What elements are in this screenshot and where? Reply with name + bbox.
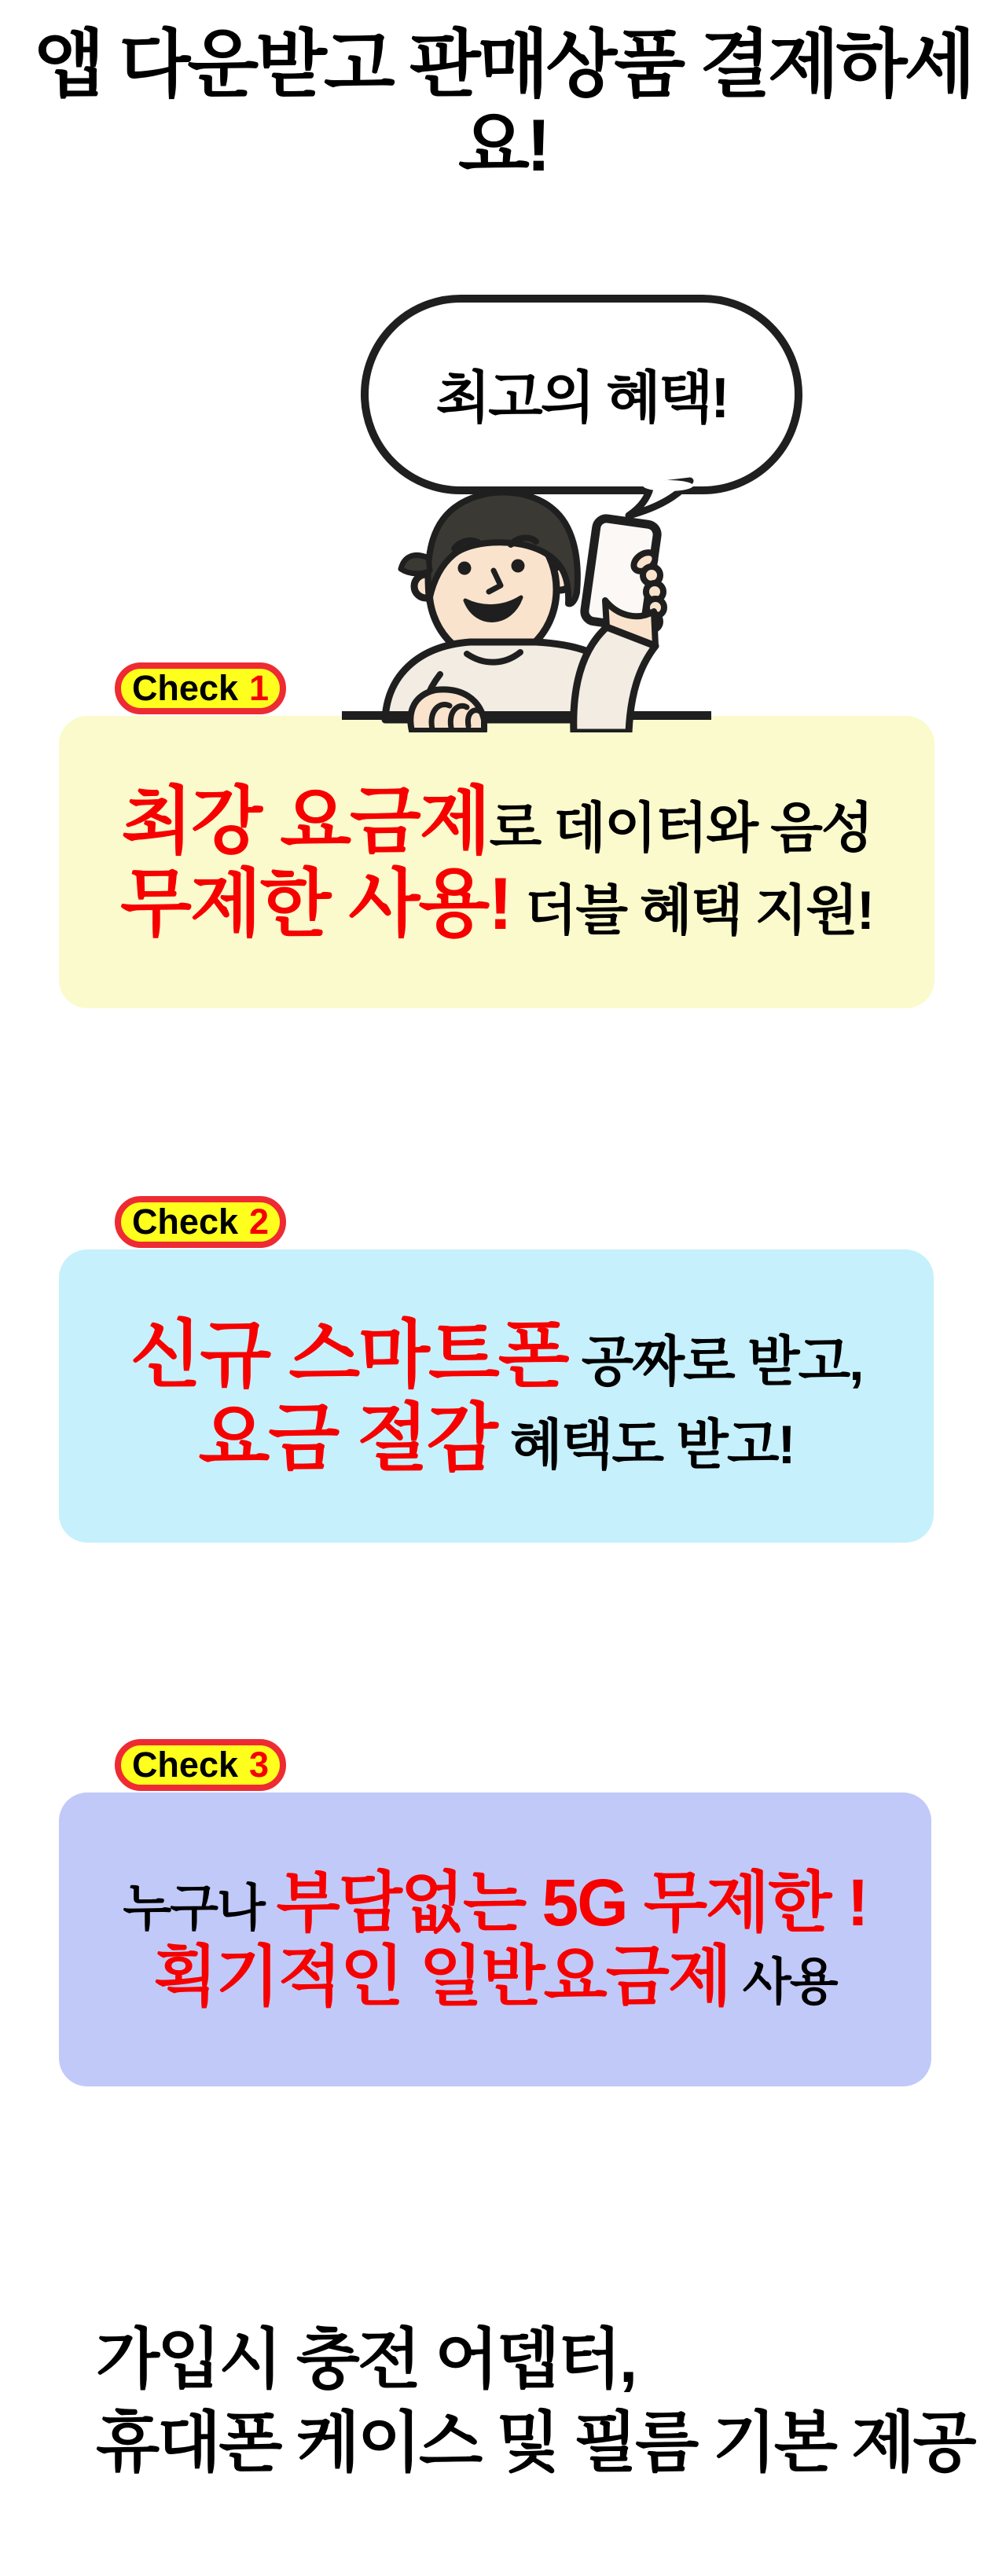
box-1-line-2 <box>120 862 873 945</box>
benefit-box-2 <box>59 1202 934 1543</box>
box-1-line-1 <box>121 780 872 862</box>
footer-line-2: 휴대폰 케이스 및 필름 기본 제공 <box>96 2405 975 2479</box>
table-edge <box>342 711 711 720</box>
box-1-line-2-accent: 무제한 사용! <box>120 862 512 945</box>
check-3-label: Check <box>131 1745 239 1785</box>
check-3-number: 3 <box>249 1745 270 1785</box>
box-2-line-1 <box>130 1313 863 1396</box>
box-1-line-1-accent: 최강 요금제 <box>121 779 490 862</box>
eyes <box>458 562 472 575</box>
benefit-box-3 <box>59 1745 931 2086</box>
check-2-badge <box>115 1196 286 1248</box>
benefit-box-1 <box>59 668 934 1008</box>
box-1-line-1-rest: 로 데이터와 음성 <box>489 797 872 858</box>
speech-bubble-text: 최고의 혜택! <box>435 367 728 430</box>
box-3-line-2-rest: 사용 <box>730 1954 837 2010</box>
box-2-line-2-accent: 요금 절감 <box>198 1396 497 1479</box>
check-1-badge <box>115 662 286 714</box>
box-3-line-1 <box>123 1866 867 1939</box>
check-1-label: Check <box>131 668 239 708</box>
man-holding-phone-illustration <box>338 481 794 732</box>
box-3-line-1-lead: 누구나 <box>123 1879 277 1936</box>
box-3-line-2 <box>153 1939 836 2013</box>
box-2-line-1-rest: 공짜로 받고, <box>567 1331 863 1393</box>
check-3-badge <box>115 1739 286 1791</box>
box-3-line-1-accent: 부담없는 5G 무제한 ! <box>276 1865 868 1939</box>
box-2-line-2 <box>199 1396 795 1479</box>
page-title: 앱 다운받고 판매상품 결제하세요! <box>33 23 973 187</box>
check-2-label: Check <box>131 1202 239 1242</box>
box-3-line-2-accent: 획기적인 일반요금제 <box>153 1939 731 2013</box>
check-2-number: 2 <box>249 1202 270 1242</box>
check-1-number: 1 <box>249 668 270 708</box>
box-2-line-2-rest: 혜택도 받고! <box>496 1414 795 1475</box>
box-2-line-1-accent: 신규 스마트폰 <box>130 1313 568 1396</box>
footer-text <box>96 2318 975 2485</box>
box-1-line-2-rest: 더블 혜택 지원! <box>511 880 873 941</box>
footer-line-1: 가입시 충전 어뎁터, <box>96 2322 636 2396</box>
